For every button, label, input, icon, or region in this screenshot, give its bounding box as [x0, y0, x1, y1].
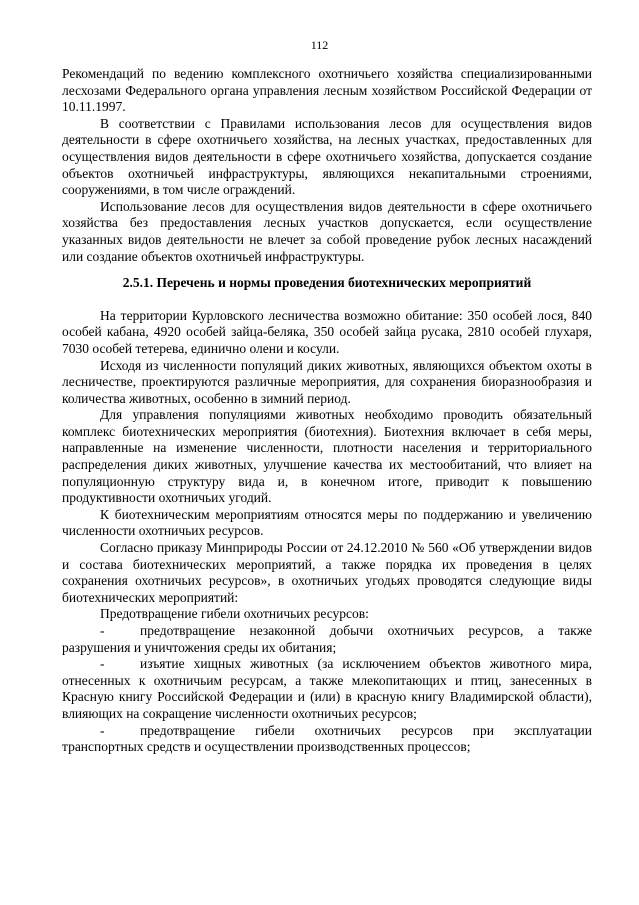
- list-dash: -: [100, 656, 105, 672]
- list-dash: -: [100, 623, 105, 638]
- list-item-text: изъятие хищных животных (за исключением объектов животного мира, отнесенных к охотничьим ресурсам, а также млекопитающих и птиц, занесенных в Красную книгу Российской Федерации и (или) в красную книгу Владимирской области), влияющих на сокращение численности охотничьих ресурсов;: [62, 656, 592, 721]
- paragraph-prevention-heading: Предотвращение гибели охотничьих ресурсов:: [100, 606, 369, 622]
- list-item-text: предотвращение незаконной добычи охотничьих ресурсов, а также разрушения и уничтожения среды их обитания;: [62, 623, 592, 655]
- list-item: [62, 656, 592, 722]
- paragraph-biotechnics: Для управления популяциями животных необходимо проводить обязательный комплекс биотехнических мероприятия (биотехния). Биотехния включает в себя меры, направленные на изменение численности, плотности населения и территориального распределения диких животных, улучшение качества их местообитаний, что влияет на популяционную структуру вида и, в конечном итоге, приводит к повышению продуктивности охотничьих угодий.: [62, 407, 592, 506]
- list-item-text: предотвращение гибели охотничьих ресурсов при эксплуатации транспортных средств и осуществлении производственных процессов;: [62, 722, 592, 755]
- list-item: [62, 723, 592, 756]
- paragraph-biotechnical-measures: К биотехническим мероприятиям относятся меры по поддержанию и увеличению численности охотничьих ресурсов.: [62, 506, 592, 539]
- paragraph-animal-populations: На территории Курловского лесничества возможно обитание: 350 особей лося, 840 особей кабана, 4920 особей зайца-беляка, 350 особей зайца русака, 2810 особей глухаря, 7030 особей тетерева, единично олени и косули.: [62, 307, 592, 356]
- paragraph-recommendations: Рекомендаций по ведению комплексного охотничьего хозяйства специализированными лесхозами Федерального органа управления лесным хозяйством Российской Федерации от 10.11.1997.: [62, 66, 592, 115]
- list-dash: -: [100, 722, 105, 738]
- paragraph-ministry-order: Согласно приказу Минприроды России от 24.12.2010 № 560 «Об утверждении видов и состава биотехнических мероприятий, а также порядка их проведения в целях сохранения охотничьих ресурсов», в охотничьих угодьях проводятся следующие виды биотехнических мероприятий:: [62, 540, 592, 605]
- paragraph-planned-measures: Исходя из численности популяций диких животных, являющихся объектом охоты в лесничестве, проектируются различные мероприятия, для сохранения биоразнообразия и количества животных, особенно в зимний период.: [62, 357, 592, 406]
- paragraph-forest-use-rules: В соответствии с Правилами использования лесов для осуществления видов деятельности в сфере охотничьего хозяйства, на лесных участках, предоставленных для осуществления видов деятельности в сфере охотничьего хозяйства, допускается создание объектов охотничьей инфраструктуры, являющихся некапитальными строениями, сооружениями, в том числе ограждений.: [62, 115, 592, 198]
- paragraph-forest-use-without-plots: Использование лесов для осуществления видов деятельности в сфере охотничьего хозяйства без предоставления лесных участков допускается, если осуществление указанных видов деятельности не влечет за собой проведение рубок лесных насаждений или создание объектов охотничьей инфраструктуры.: [62, 198, 592, 264]
- section-heading: 2.5.1. Перечень и нормы проведения биотехнических мероприятий: [122, 275, 532, 291]
- page-number: 112: [310, 38, 329, 52]
- page-body: [62, 66, 592, 756]
- list-item: [62, 623, 592, 656]
